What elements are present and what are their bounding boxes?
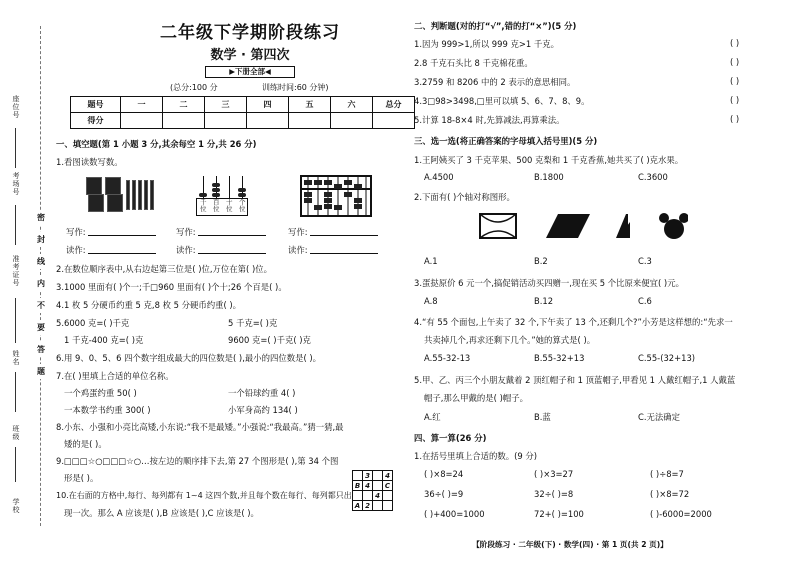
part1-q4: 4.1 枚 5 分硬币约重 5 克,8 枚 5 分硬币约重( )。: [56, 300, 242, 310]
latin-square-grid: [352, 470, 393, 511]
score-cell[interactable]: [247, 113, 289, 129]
part1-q5b: 5 千克=( )克: [228, 318, 278, 328]
counting-rod: [229, 176, 230, 198]
write-blank-2[interactable]: [198, 226, 266, 236]
read-label: 读作:: [176, 245, 196, 255]
choice-q1-opt-a[interactable]: A.4500: [424, 172, 454, 182]
score-cell[interactable]: [331, 113, 373, 129]
seal-char: 封: [37, 232, 45, 247]
part1-q8b: 矮的是( )。: [64, 439, 107, 449]
abacus-label-ten: 十 位: [226, 198, 233, 213]
score-row-label: 得分: [71, 113, 121, 129]
calc-item[interactable]: ( )×3=27: [534, 469, 574, 479]
score-cell[interactable]: [373, 113, 415, 129]
choice-q2-opt-c[interactable]: C.3: [638, 256, 652, 266]
grid-cell[interactable]: [353, 491, 363, 501]
ten-rod: [138, 180, 142, 210]
write-label: 写作:: [176, 227, 196, 237]
part1-q3: 3.1000 里面有( )个一;千□960 里面有( )个十;26 个百是( )。: [56, 282, 287, 292]
grid-cell: A: [353, 501, 363, 511]
thousand-cube: [86, 177, 102, 195]
parallelogram-shape: [546, 214, 590, 238]
counting-bead: [212, 183, 220, 187]
part1-q8a: 8.小东、小强和小亮比高矮,小东说:“我不是最矮。”小强说:“我最高。”猜一猜,最: [56, 422, 344, 432]
seal-char: 答: [37, 342, 45, 357]
choice-q1: 1.王阿姨买了 3 千克苹果、500 克梨和 1 千克香蕉,她共买了( )克水果。: [414, 155, 684, 165]
calc-item[interactable]: 36÷( )=9: [424, 489, 464, 499]
read-blank-2[interactable]: [198, 244, 266, 254]
part2-heading: 二、判断题(对的打“√”,错的打“×”)(5 分): [414, 21, 577, 31]
counting-bead: [238, 188, 246, 192]
choice-q4a: 4.“有 55 个面包,上午卖了 32 个,下午卖了 13 个,还剩几个?”小芳是这样想的:“先求一: [414, 317, 733, 327]
grid-cell[interactable]: [373, 481, 383, 491]
envelope-shape: [480, 214, 516, 238]
judge-item-2: 2.8 千克石头比 8 千克棉花重。: [414, 58, 533, 68]
seal-char: 不: [37, 298, 45, 313]
judge-paren-5[interactable]: ( ): [730, 114, 740, 124]
scope-badge: ▶下册全部◀: [205, 66, 295, 78]
part1-q10b: 现一次。那么 A 应该是( ),B 应该是( ),C 应该是( )。: [64, 508, 259, 518]
score-table-header: 四: [247, 97, 289, 113]
calc-item[interactable]: ( )÷8=7: [650, 469, 684, 479]
part1-q7: 7.在( )里填上合适的单位名称。: [56, 371, 174, 381]
part1-q7b: 一个铅球约重 4( ): [228, 388, 296, 398]
score-table-header: 一: [121, 97, 163, 113]
score-cell[interactable]: [289, 113, 331, 129]
score-cell[interactable]: [163, 113, 205, 129]
grid-cell[interactable]: [363, 491, 373, 501]
choice-q4-opt-c[interactable]: C.55-(32+13): [638, 353, 696, 363]
part1-q7c: 一本数学书约重 300( ): [64, 405, 151, 415]
part1-q2: 2.在数位顺序表中,从右边起第三位是( )位,万位在第( )位。: [56, 264, 272, 274]
judge-paren-4[interactable]: ( ): [730, 95, 740, 105]
abacus-label-hundred: 百 位: [213, 198, 220, 213]
choice-q4-opt-a[interactable]: A.55-32-13: [424, 353, 471, 363]
grid-cell: 2: [363, 501, 373, 511]
part1-q5c: 1 千克-400 克=( )克: [64, 335, 144, 345]
part1-q9a: 9.□□□☆○□□□☆○…按左边的顺序排下去,第 27 个图形是( ),第 34 个图: [56, 456, 339, 466]
write-blank-3[interactable]: [310, 226, 378, 236]
name-blank: [15, 372, 16, 412]
choice-q5a: 5.甲、乙、丙三个小朋友戴着 2 顶红帽子和 1 顶蓝帽子,甲看见 1 人戴红帽子,1 人戴蓝: [414, 375, 736, 385]
judge-item-3: 3.2759 和 8206 中的 2 表示的意思相同。: [414, 77, 576, 87]
part1-q6: 6.用 9、0、5、6 四个数字组成最大的四位数是( ),最小的四位数是( )。: [56, 353, 322, 363]
calc-item[interactable]: ( )-6000=2000: [650, 509, 712, 519]
choice-q3-opt-b[interactable]: B.12: [534, 296, 554, 306]
read-label: 读作:: [288, 245, 308, 255]
judge-item-1: 1.因为 999>1,所以 999 克>1 千克。: [414, 39, 559, 49]
ten-rod: [144, 180, 148, 210]
calc-item[interactable]: ( )×8=24: [424, 469, 464, 479]
score-table-header: 三: [205, 97, 247, 113]
class-blank: [15, 447, 16, 482]
part3-heading: 三、选一选(将正确答案的字母填入括号里)(5 分): [414, 136, 598, 146]
score-table-header: 六: [331, 97, 373, 113]
part1-q5d: 9600 克=( )千克( )克: [228, 335, 311, 345]
part1-heading: 一、填空题(第 1 小题 3 分,其余每空 1 分,共 26 分): [56, 139, 257, 149]
read-blank-3[interactable]: [310, 244, 378, 254]
slanted-shape: [616, 214, 630, 238]
judge-paren-1[interactable]: ( ): [730, 38, 740, 48]
calc-item[interactable]: 72+( )=100: [534, 509, 584, 519]
grid-cell: C: [383, 481, 393, 491]
counting-bead: [212, 193, 220, 197]
page-footer: 【阶段练习 · 二年级(下) · 数学(四) · 第 1 页(共 2 页)】: [472, 540, 668, 549]
grid-cell: 4: [373, 491, 383, 501]
grid-cell[interactable]: [373, 501, 383, 511]
total-score: (总分:100 分: [170, 83, 218, 92]
thousand-cube: [105, 177, 121, 195]
score-table-header: 题号: [71, 97, 121, 113]
seat-label: 座位号: [12, 95, 20, 119]
seal-char: 密: [37, 210, 45, 225]
symmetry-figures: [478, 212, 688, 242]
read-label: 读作:: [66, 245, 86, 255]
part1-q7a: 一个鸡蛋约重 50( ): [64, 388, 137, 398]
calc-item[interactable]: 32÷( )=8: [534, 489, 574, 499]
seal-char: 要: [37, 320, 45, 335]
exam-id-blank: [15, 298, 16, 343]
counting-bead: [212, 188, 220, 192]
counting-bead: [238, 193, 246, 197]
grid-cell: 3: [363, 471, 373, 481]
seat-blank: [15, 128, 16, 168]
choice-q2-opt-b[interactable]: B.2: [534, 256, 548, 266]
choice-q5-opt-b[interactable]: B.蓝: [534, 412, 551, 422]
choice-q5-opt-a[interactable]: A.红: [424, 412, 441, 422]
choice-q1-opt-c[interactable]: C.3600: [638, 172, 668, 182]
choice-q4-opt-b[interactable]: B.55-32+13: [534, 353, 585, 363]
score-table-header: 总分: [373, 97, 415, 113]
seal-char: 内: [37, 276, 45, 291]
choice-q5-opt-c[interactable]: C.无法确定: [638, 412, 681, 422]
judge-item-5: 5.计算 18-8×4 时,先算减法,再算乘法。: [414, 115, 565, 125]
choice-q1-opt-b[interactable]: B.1800: [534, 172, 564, 182]
abacus-label-one: 个 位: [239, 198, 246, 213]
judge-paren-3[interactable]: ( ): [730, 76, 740, 86]
page-title: 二年级下学期阶段练习: [160, 23, 340, 43]
exam-room-blank: [15, 205, 16, 245]
part1-q1: 1.看图读数写数。: [56, 157, 123, 167]
judge-paren-2[interactable]: ( ): [730, 57, 740, 67]
part1-q10a: 10.在右面的方格中,每行、每列都有 1~4 这四个数,并且每个数在每行、每列都只出: [56, 491, 352, 500]
page-subtitle: 数学 · 第四次: [210, 48, 290, 63]
grid-cell: B: [353, 481, 363, 491]
grid-cell: 4: [363, 481, 373, 491]
mouse-head-shape: [659, 213, 688, 239]
grid-cell[interactable]: [373, 471, 383, 481]
choice-q3: 3.蛋挞原价 6 元一个,搞促销活动买四赠一,现在买 5 个比原来便宜( )元。: [414, 278, 684, 288]
read-blank-1[interactable]: [88, 244, 156, 254]
judge-item-4: 4.3□98>3498,□里可以填 5、6、7、8、9。: [414, 96, 590, 106]
calc-item[interactable]: ( )+400=1000: [424, 509, 485, 519]
ten-rod: [150, 180, 154, 210]
part1-q9b: 形是( )。: [64, 473, 99, 483]
choice-q5b: 帽子,那么甲戴的是( )帽子。: [424, 393, 528, 403]
thousand-cube: [88, 194, 104, 212]
part1-q7d: 小军身高约 134( ): [228, 405, 298, 415]
name-label: 姓名: [12, 350, 20, 366]
score-table-header: 二: [163, 97, 205, 113]
bead-abacus: [300, 175, 372, 217]
ten-rod: [126, 180, 130, 210]
calc-item[interactable]: ( )×8=72: [650, 489, 690, 499]
choice-q4b: 共卖掉几个,再求还剩下几个。”她的算式是( )。: [424, 335, 596, 345]
grid-cell[interactable]: [383, 501, 393, 511]
score-cell[interactable]: [205, 113, 247, 129]
grid-cell[interactable]: [383, 491, 393, 501]
school-label: 学校: [12, 498, 20, 514]
choice-q3-opt-a[interactable]: A.8: [424, 296, 438, 306]
ten-rod: [132, 180, 136, 210]
class-label: 班级: [12, 425, 20, 441]
write-label: 写作:: [288, 227, 308, 237]
calc-q1: 1.在括号里填上合适的数。(9 分): [414, 451, 538, 461]
score-table-header: 五: [289, 97, 331, 113]
grid-cell[interactable]: [353, 471, 363, 481]
exam-id-label: 准考证号: [12, 255, 20, 287]
score-table: [70, 96, 415, 129]
choice-q3-opt-c[interactable]: C.6: [638, 296, 652, 306]
write-blank-1[interactable]: [88, 226, 156, 236]
grid-cell: 4: [383, 471, 393, 481]
write-label: 写作:: [66, 227, 86, 237]
score-cell[interactable]: [121, 113, 163, 129]
choice-q2: 2.下面有( )个轴对称图形。: [414, 192, 515, 202]
choice-q2-opt-a[interactable]: A.1: [424, 256, 438, 266]
exam-time: 训练时间:60 分钟): [262, 83, 329, 92]
seal-char: 题: [37, 364, 45, 379]
part4-heading: 四、算一算(26 分): [414, 433, 487, 443]
exam-room-label: 考场号: [12, 172, 20, 196]
thousand-cube: [107, 194, 123, 212]
abacus-label-thousand: 千 位: [200, 198, 207, 213]
part1-q5a: 5.6000 克=( )千克: [56, 318, 130, 328]
counting-bead: [199, 193, 207, 197]
seal-char: 线: [37, 254, 45, 269]
